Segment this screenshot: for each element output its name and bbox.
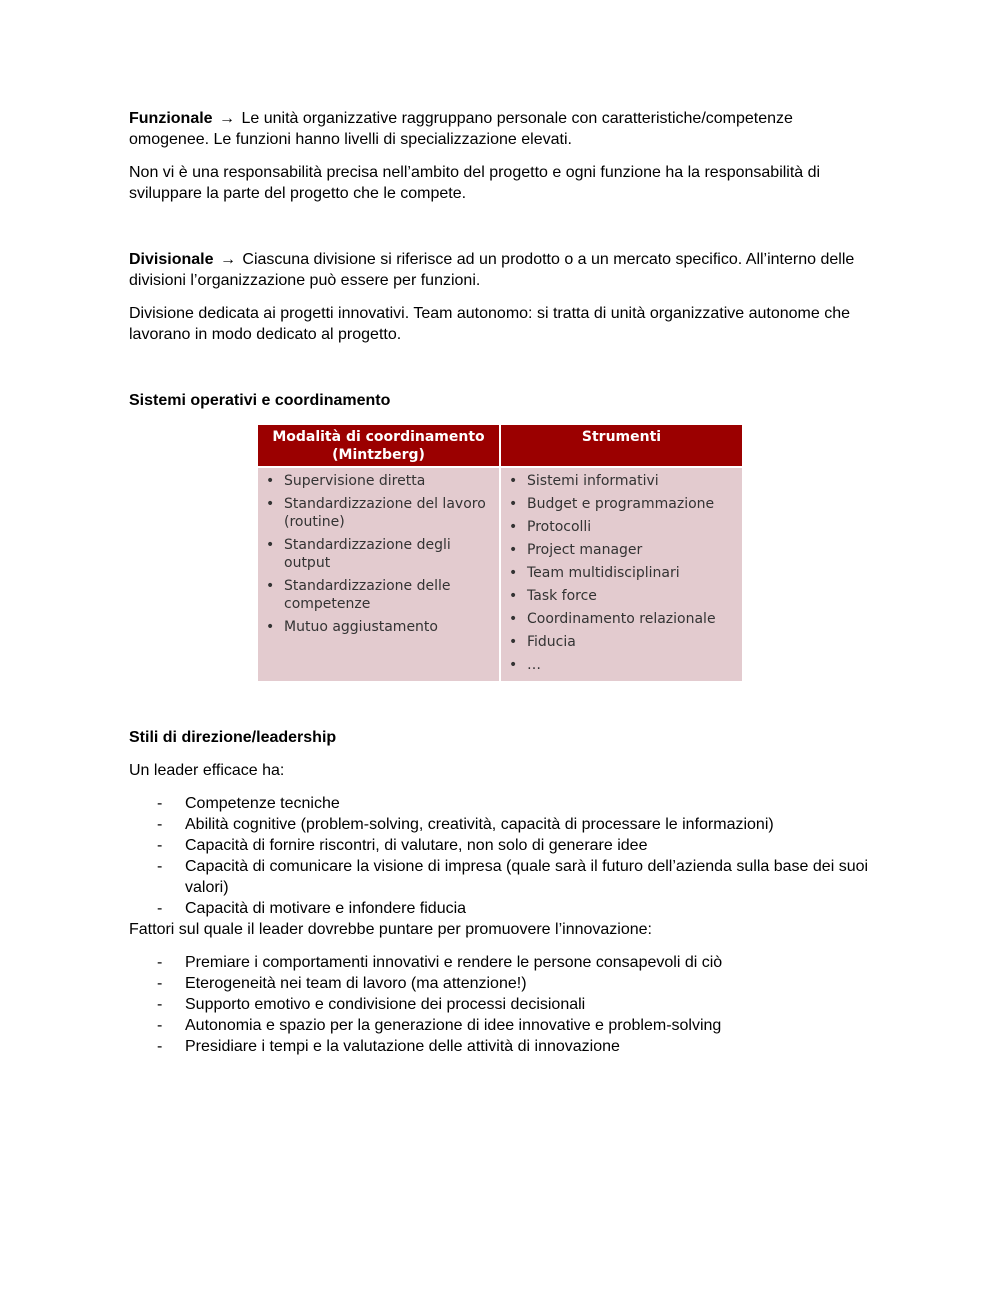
list-item: • Protocolli — [507, 518, 736, 536]
list-item: • Mutuo aggiustamento — [264, 618, 493, 636]
list-item: • Coordinamento relazionale — [507, 610, 736, 628]
list-item: - Competenze tecniche — [129, 793, 869, 814]
divisionale-paragraph — [129, 249, 869, 291]
funzionale-text: Le unità organizzative raggruppano personale con caratteristiche/competenze omogenee. Le funzioni hanno livelli di specializzazione elevati. — [129, 110, 793, 148]
list-item: • Budget e programmazione — [507, 495, 736, 513]
funzionale-term: Funzionale — [129, 110, 213, 127]
sistemi-heading: Sistemi operativi e coordinamento — [129, 392, 391, 409]
list-item: • Supervisione diretta — [264, 472, 493, 490]
stili-heading: Stili di direzione/leadership — [129, 729, 337, 746]
list-item: - Capacità di fornire riscontri, di valutare, non solo di generare idee — [129, 835, 869, 856]
funzionale-paragraph — [129, 108, 869, 150]
divisionale-paragraph-2: Divisione dedicata ai progetti innovativi. Team autonomo: si tratta di unità organizzative autonome che lavorano in modo dedicato al progetto. — [129, 305, 851, 343]
table-body-row — [258, 467, 742, 681]
list-item: • Team multidisciplinari — [507, 564, 736, 582]
list-item: - Capacità di comunicare la visione di impresa (quale sarà il futuro dell’azienda sulla base dei suoi valori) — [129, 856, 869, 898]
fattori-intro: Fattori sul quale il leader dovrebbe puntare per promuovere l’innovazione: — [129, 921, 652, 938]
header-modalita-line2: (Mintzberg) — [332, 447, 425, 463]
strumenti-list — [507, 472, 736, 674]
list-item: - Abilità cognitive (problem-solving, creatività, capacità di processare le informazioni) — [129, 814, 869, 835]
list-item: - Capacità di motivare e infondere fiducia — [129, 898, 869, 919]
right-arrow-icon: → — [219, 110, 236, 127]
list-item: • Fiducia — [507, 633, 736, 651]
table-header-row — [258, 425, 742, 467]
list-item: - Premiare i comportamenti innovativi e rendere le persone consapevoli di ciò — [129, 952, 869, 973]
table-cell-strumenti — [500, 467, 742, 681]
stili-intro: Un leader efficace ha: — [129, 762, 285, 779]
coordination-table — [258, 425, 742, 681]
list-item: • … — [507, 656, 736, 674]
table-header-strumenti: Strumenti — [500, 425, 742, 467]
table-header-modalita — [258, 425, 500, 467]
coordination-table-figure — [258, 425, 742, 681]
modalita-list — [264, 472, 493, 636]
funzionale-paragraph-2: Non vi è una responsabilità precisa nell’ambito del progetto e ogni funzione ha la responsabilità di sviluppare la parte del progetto che le compete. — [129, 164, 821, 202]
innovation-factors-list — [129, 952, 869, 1057]
divisionale-term: Divisionale — [129, 251, 214, 268]
list-item: • Sistemi informativi — [507, 472, 736, 490]
divisionale-text: Ciascuna divisione si riferisce ad un prodotto o a un mercato specifico. All’interno delle divisioni l’organizzazione può essere per funzioni. — [129, 251, 855, 289]
right-arrow-icon: → — [219, 251, 236, 268]
list-item: • Task force — [507, 587, 736, 605]
list-item: - Presidiare i tempi e la valutazione delle attività di innovazione — [129, 1036, 869, 1057]
leader-qualities-list — [129, 793, 869, 919]
header-modalita-line1: Modalità di coordinamento — [272, 429, 485, 445]
list-item: • Project manager — [507, 541, 736, 559]
document-page — [129, 108, 869, 1057]
list-item: • Standardizzazione delle competenze — [264, 577, 493, 613]
list-item: • Standardizzazione del lavoro (routine) — [264, 495, 493, 531]
list-item: • Standardizzazione degli output — [264, 536, 493, 572]
list-item: - Supporto emotivo e condivisione dei processi decisionali — [129, 994, 869, 1015]
table-cell-modalita — [258, 467, 500, 681]
list-item: - Autonomia e spazio per la generazione di idee innovative e problem-solving — [129, 1015, 869, 1036]
list-item: - Eterogeneità nei team di lavoro (ma attenzione!) — [129, 973, 869, 994]
